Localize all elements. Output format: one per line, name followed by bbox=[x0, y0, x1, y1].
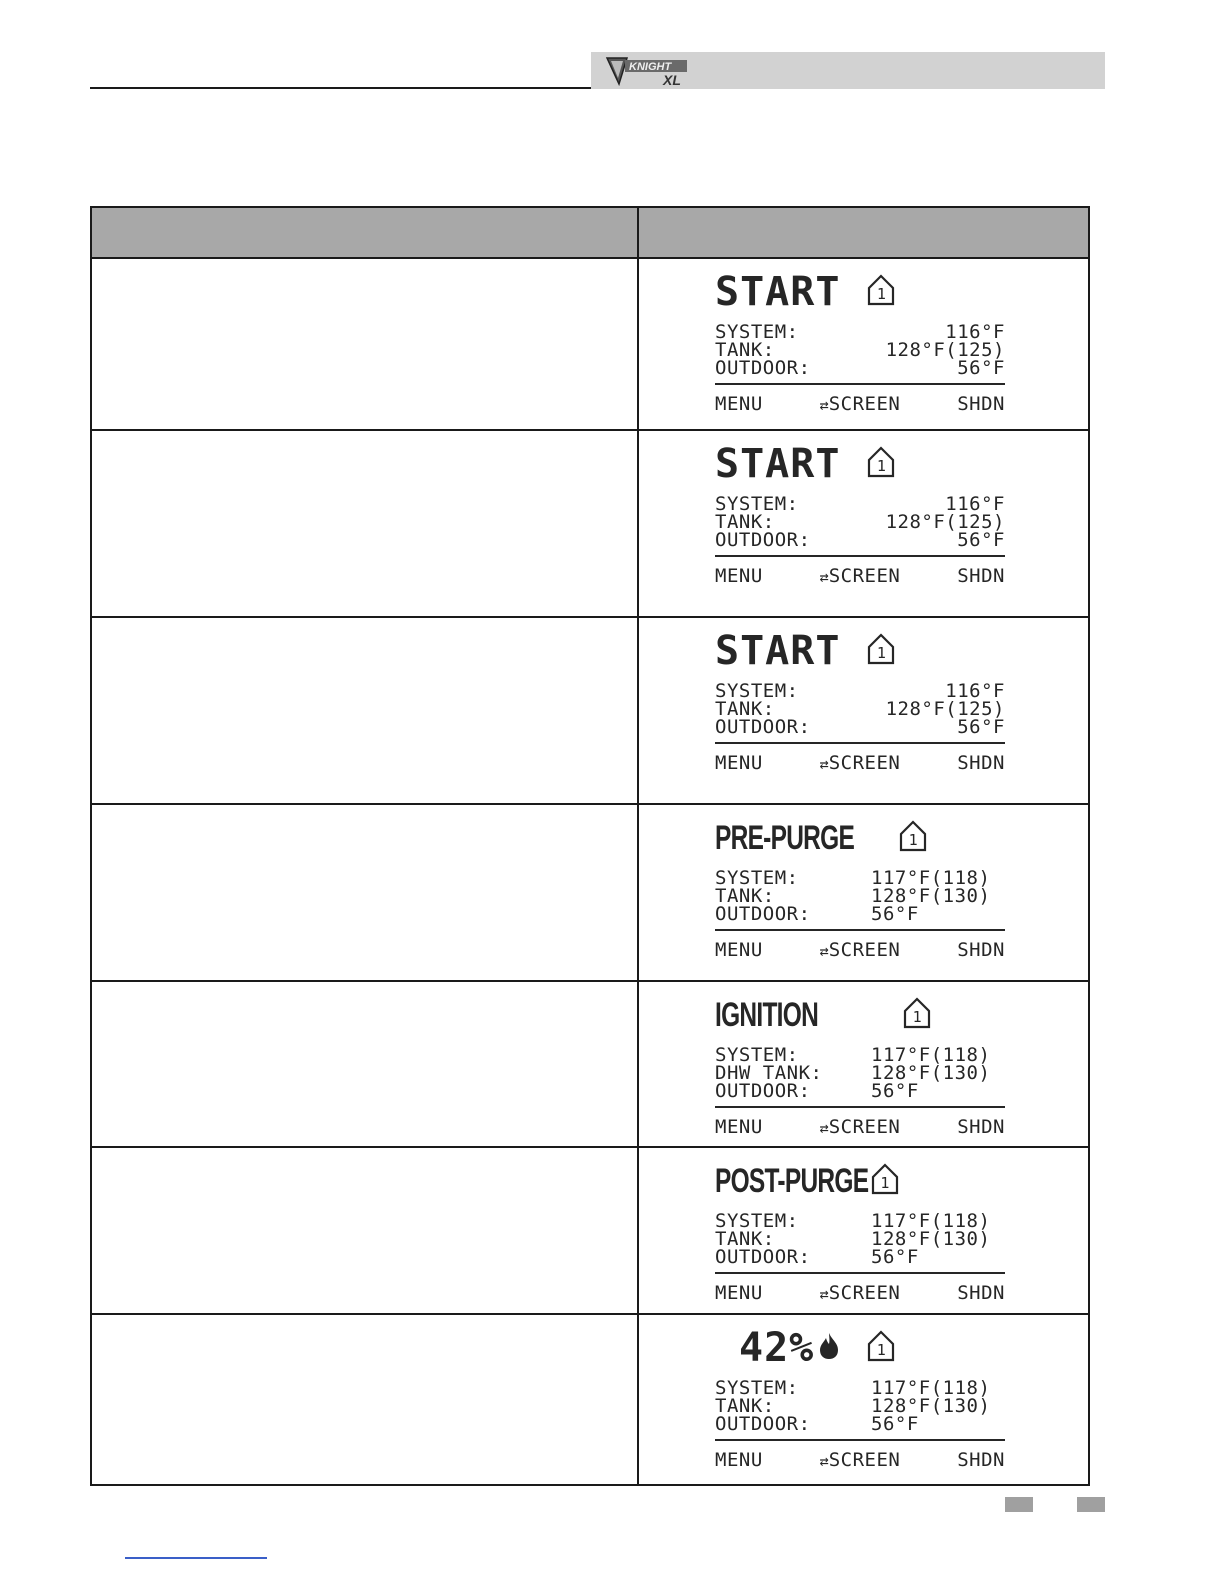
zone-house-icon bbox=[898, 820, 928, 856]
lcd-title-row bbox=[715, 630, 1005, 672]
lcd-divider bbox=[715, 1272, 1005, 1274]
shdn-softkey[interactable]: SHDN bbox=[957, 393, 1005, 415]
reading-label: DHW TANK: bbox=[715, 1062, 823, 1084]
reading-label: OUTDOOR: bbox=[715, 1080, 811, 1102]
bottom-link-underline bbox=[125, 1557, 267, 1559]
scroll-arrows-icon: ⇄ bbox=[819, 568, 827, 586]
reading-value: 56°F bbox=[871, 1246, 979, 1268]
description-cell bbox=[91, 617, 638, 804]
reading-label: TANK: bbox=[715, 698, 775, 720]
lcd-softkeys bbox=[715, 752, 1005, 774]
reading-value: 117°F(118) bbox=[871, 1377, 991, 1399]
zone-house-icon bbox=[866, 274, 896, 310]
lcd-reading-line bbox=[715, 359, 1005, 377]
scroll-arrows-icon: ⇄ bbox=[819, 1119, 827, 1137]
lcd-screen bbox=[715, 1327, 1005, 1471]
zone-number: 1 bbox=[880, 1174, 890, 1192]
scroll-arrows-icon: ⇄ bbox=[819, 1285, 827, 1303]
zone-house-icon bbox=[866, 633, 896, 669]
reading-label: SYSTEM: bbox=[715, 321, 799, 343]
lcd-status-title: 42% bbox=[739, 1325, 815, 1371]
reading-label: SYSTEM: bbox=[715, 1210, 799, 1232]
reading-value: 128°F(130) bbox=[871, 1062, 991, 1084]
description-cell bbox=[91, 258, 638, 430]
table-row bbox=[91, 1147, 1089, 1314]
menu-softkey[interactable]: MENU bbox=[715, 752, 763, 774]
lcd-title-row bbox=[715, 817, 1005, 859]
lcd-status-title: START bbox=[715, 269, 841, 315]
zone-number: 1 bbox=[876, 1341, 886, 1359]
display-cell bbox=[638, 804, 1089, 981]
lcd-title-row bbox=[715, 271, 1005, 313]
reading-label: OUTDOOR: bbox=[715, 1246, 811, 1268]
description-cell bbox=[91, 981, 638, 1147]
shdn-softkey[interactable]: SHDN bbox=[957, 1282, 1005, 1304]
screen-softkey[interactable] bbox=[820, 1282, 901, 1304]
knight-xl-logo bbox=[605, 54, 700, 88]
reading-label: SYSTEM: bbox=[715, 867, 799, 889]
display-table bbox=[90, 206, 1090, 1486]
reading-value: 56°F bbox=[871, 903, 979, 925]
reading-label: TANK: bbox=[715, 511, 775, 533]
reading-value: 128°F(125) bbox=[885, 698, 1005, 720]
description-cell bbox=[91, 804, 638, 981]
screen-label: SCREEN bbox=[828, 565, 901, 587]
table-row bbox=[91, 617, 1089, 804]
scroll-arrows-icon: ⇄ bbox=[819, 755, 827, 773]
zone-number: 1 bbox=[908, 831, 918, 849]
zone-house-icon bbox=[866, 446, 896, 482]
zone-number: 1 bbox=[876, 457, 886, 475]
lcd-status-title: PRE-PURGE bbox=[715, 819, 855, 857]
reading-value: 56°F bbox=[871, 1080, 979, 1102]
reading-label: SYSTEM: bbox=[715, 1044, 799, 1066]
lcd-screen bbox=[715, 630, 1005, 774]
reading-label: OUTDOOR: bbox=[715, 903, 811, 925]
lcd-screen bbox=[715, 443, 1005, 587]
reading-value: 56°F bbox=[957, 716, 1005, 738]
svg-text:XL: XL bbox=[663, 72, 681, 88]
screen-softkey[interactable] bbox=[820, 1116, 901, 1138]
lcd-divider bbox=[715, 383, 1005, 385]
lcd-softkeys bbox=[715, 565, 1005, 587]
reading-value: 128°F(125) bbox=[885, 339, 1005, 361]
screen-softkey[interactable] bbox=[820, 1449, 901, 1471]
lcd-reading-line bbox=[715, 718, 1005, 736]
lcd-readings bbox=[715, 682, 1005, 736]
zone-house-icon bbox=[902, 997, 932, 1033]
reading-label: OUTDOOR: bbox=[715, 529, 811, 551]
lcd-reading-line bbox=[715, 1415, 1005, 1433]
lcd-readings bbox=[715, 869, 1005, 923]
reading-value: 116°F bbox=[945, 321, 1005, 343]
lcd-status-title: IGNITION bbox=[715, 996, 819, 1034]
lcd-reading-line bbox=[715, 905, 1005, 923]
lcd-screen bbox=[715, 994, 1005, 1138]
shdn-softkey[interactable]: SHDN bbox=[957, 1116, 1005, 1138]
lcd-readings bbox=[715, 323, 1005, 377]
reading-label: SYSTEM: bbox=[715, 1377, 799, 1399]
display-cell bbox=[638, 430, 1089, 617]
display-cell bbox=[638, 1147, 1089, 1314]
screen-label: SCREEN bbox=[828, 1116, 901, 1138]
reading-label: TANK: bbox=[715, 885, 775, 907]
lcd-status-title: START bbox=[715, 441, 841, 487]
reading-value: 128°F(130) bbox=[871, 1395, 991, 1417]
table-row bbox=[91, 1314, 1089, 1485]
col-header-description bbox=[91, 207, 638, 258]
reading-value: 117°F(118) bbox=[871, 1210, 991, 1232]
screen-softkey[interactable] bbox=[820, 939, 901, 961]
screen-softkey[interactable] bbox=[820, 752, 901, 774]
screen-label: SCREEN bbox=[828, 1449, 901, 1471]
zone-house-icon bbox=[870, 1163, 900, 1199]
zone-number: 1 bbox=[876, 644, 886, 662]
svg-text:KNIGHT: KNIGHT bbox=[629, 61, 672, 73]
reading-label: TANK: bbox=[715, 1395, 775, 1417]
lcd-screen bbox=[715, 1160, 1005, 1304]
scroll-arrows-icon: ⇄ bbox=[819, 942, 827, 960]
zone-house-icon bbox=[866, 1330, 896, 1366]
menu-softkey[interactable]: MENU bbox=[715, 1116, 763, 1138]
scroll-arrows-icon: ⇄ bbox=[819, 396, 827, 414]
display-cell bbox=[638, 1314, 1089, 1485]
reading-value: 128°F(130) bbox=[871, 885, 991, 907]
description-cell bbox=[91, 1147, 638, 1314]
screen-softkey[interactable] bbox=[820, 565, 901, 587]
menu-softkey[interactable]: MENU bbox=[715, 393, 763, 415]
reading-label: OUTDOOR: bbox=[715, 357, 811, 379]
lcd-screen bbox=[715, 817, 1005, 961]
screen-label: SCREEN bbox=[828, 1282, 901, 1304]
reading-value: 56°F bbox=[871, 1413, 979, 1435]
display-cell bbox=[638, 981, 1089, 1147]
lcd-title-row bbox=[715, 1327, 1005, 1369]
lcd-readings bbox=[715, 495, 1005, 549]
reading-label: TANK: bbox=[715, 339, 775, 361]
reading-value: 56°F bbox=[957, 357, 1005, 379]
screen-label: SCREEN bbox=[828, 939, 901, 961]
reading-value: 128°F(130) bbox=[871, 1228, 991, 1250]
lcd-status-title: START bbox=[715, 628, 841, 674]
menu-softkey[interactable]: MENU bbox=[715, 1282, 763, 1304]
lcd-softkeys bbox=[715, 939, 1005, 961]
menu-softkey[interactable]: MENU bbox=[715, 1449, 763, 1471]
reading-value: 56°F bbox=[957, 529, 1005, 551]
lcd-divider bbox=[715, 1106, 1005, 1108]
lcd-title-row bbox=[715, 443, 1005, 485]
scroll-arrows-icon: ⇄ bbox=[819, 1452, 827, 1470]
lcd-reading-line bbox=[715, 1082, 1005, 1100]
zone-number: 1 bbox=[876, 285, 886, 303]
lcd-softkeys bbox=[715, 393, 1005, 415]
lcd-softkeys bbox=[715, 1449, 1005, 1471]
page-marker-right bbox=[1077, 1497, 1105, 1512]
reading-value: 117°F(118) bbox=[871, 1044, 991, 1066]
table-row bbox=[91, 258, 1089, 430]
zone-number: 1 bbox=[912, 1008, 922, 1026]
col-header-display bbox=[638, 207, 1089, 258]
reading-label: OUTDOOR: bbox=[715, 1413, 811, 1435]
shdn-softkey[interactable]: SHDN bbox=[957, 565, 1005, 587]
lcd-title-row bbox=[715, 994, 1005, 1036]
table-row bbox=[91, 804, 1089, 981]
lcd-divider bbox=[715, 929, 1005, 931]
lcd-softkeys bbox=[715, 1282, 1005, 1304]
description-cell bbox=[91, 430, 638, 617]
menu-softkey[interactable]: MENU bbox=[715, 565, 763, 587]
lcd-title-row bbox=[715, 1160, 1005, 1202]
shdn-softkey[interactable]: SHDN bbox=[957, 752, 1005, 774]
reading-value: 128°F(125) bbox=[885, 511, 1005, 533]
page-marker-left bbox=[1005, 1497, 1033, 1512]
reading-label: SYSTEM: bbox=[715, 493, 799, 515]
reading-value: 116°F bbox=[945, 493, 1005, 515]
menu-softkey[interactable]: MENU bbox=[715, 939, 763, 961]
screen-label: SCREEN bbox=[828, 752, 901, 774]
screen-softkey[interactable] bbox=[820, 393, 901, 415]
lcd-readings bbox=[715, 1212, 1005, 1266]
lcd-status-title: POST-PURGE bbox=[715, 1162, 869, 1200]
screen-label: SCREEN bbox=[828, 393, 901, 415]
table-row bbox=[91, 430, 1089, 617]
lcd-divider bbox=[715, 742, 1005, 744]
lcd-readings bbox=[715, 1379, 1005, 1433]
lcd-reading-line bbox=[715, 531, 1005, 549]
lcd-reading-line bbox=[715, 1248, 1005, 1266]
lcd-divider bbox=[715, 555, 1005, 557]
reading-label: TANK: bbox=[715, 1228, 775, 1250]
reading-value: 117°F(118) bbox=[871, 867, 991, 889]
shdn-softkey[interactable]: SHDN bbox=[957, 1449, 1005, 1471]
lcd-divider bbox=[715, 1439, 1005, 1441]
flame-icon bbox=[818, 1332, 840, 1364]
reading-value: 116°F bbox=[945, 680, 1005, 702]
table-header-row bbox=[91, 207, 1089, 258]
display-cell bbox=[638, 258, 1089, 430]
lcd-readings bbox=[715, 1046, 1005, 1100]
reading-label: SYSTEM: bbox=[715, 680, 799, 702]
shdn-softkey[interactable]: SHDN bbox=[957, 939, 1005, 961]
reading-label: OUTDOOR: bbox=[715, 716, 811, 738]
display-cell bbox=[638, 617, 1089, 804]
description-cell bbox=[91, 1314, 638, 1485]
lcd-screen bbox=[715, 271, 1005, 415]
lcd-softkeys bbox=[715, 1116, 1005, 1138]
table-row bbox=[91, 981, 1089, 1147]
